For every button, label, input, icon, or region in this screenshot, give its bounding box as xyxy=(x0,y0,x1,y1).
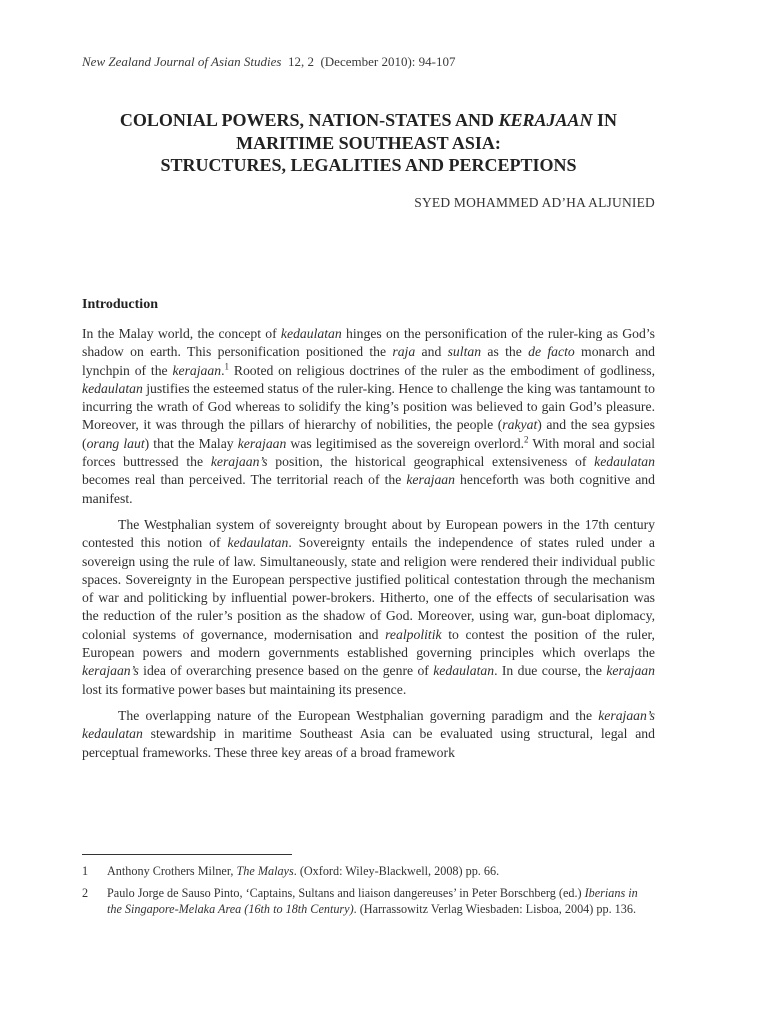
footnote-ref-1[interactable]: 1 xyxy=(224,361,230,372)
title-line-3: STRUCTURES, LEGALITIES AND PERCEPTIONS xyxy=(160,155,577,175)
title-line-2: MARITIME SOUTHEAST ASIA: xyxy=(236,132,501,153)
section-heading-introduction: Introduction xyxy=(82,297,158,312)
body-paragraph-3: The overlapping nature of the European Westphalian governing paradigm and the kerajaan’s kedaulatan stewardship in maritime Southeast Asia can be evaluated using structural, legal and perceptual frameworks. These three key areas of a broad framework xyxy=(82,707,655,760)
journal-name: New Zealand Journal of Asian Studies xyxy=(82,54,282,69)
body-paragraph-1: In the Malay world, the concept of kedaulatan hinges on the personification of the ruler-king as God’s shadow on earth. This personification positioned the raja and sultan as the de facto monarch and lynchpin of the kerajaan.$^1$ Rooted on religious doctrines of the ruler as the embodiment of godliness, kedaulatan justifies the esteemed status of the ruler-king. Hence to challenge the king was tantamount to incurring the wrath of God whereas to solidify the king’s position was believed to gain God’s pleasure. Moreover, it was through the pillars of hierarchy of nobilities, the people (rakyat) and the sea gypsies (orang laut) that the Malay kerajaan was legitimised as the sovereign overlord.$^2$ With moral and social forces buttressed the kerajaan’s position, the historical geographical extensiveness of kedaulatan becomes real than perceived. The territorial reach of the kerajaan henceforth was both cognitive and manifest. xyxy=(82,326,656,506)
journal-date-pages: (December 2010): 94-107 xyxy=(320,54,456,69)
footnote-1: 1 Anthony Crothers Milner, The Malays. (Oxford: Wiley-Blackwell, 2008) pp. 66. xyxy=(82,864,500,878)
author-name: SYED MOHAMMED AD’HA ALJUNIED xyxy=(414,195,655,210)
title-line-1: COLONIAL POWERS, NATION-STATES AND KERAJAAN IN xyxy=(119,110,618,130)
footnote-number: 2 xyxy=(82,886,89,900)
article-title xyxy=(82,109,655,177)
footnote-divider xyxy=(82,854,292,855)
body-paragraph-2: The Westphalian system of sovereignty brought about by European powers in the 17th century contested this notion of kedaulatan. Sovereignty entails the independence of states ruled under a sovereign using the rule of law. Simultaneously, state and religion were rendered their individual public spaces. Sovereignty in the European perspective justified political contestation through the mechanism of war and politicking by influential power-brokers. Hitherto, one of the effects of secularisation was the reduction of the ruler’s position as the shadow of God. Moreover, using war, gun-boat diplomacy, colonial systems of governance, modernisation and realpolitik to contest the position of the ruler, European powers and modern governments established governing principles which overlaps the kerajaan’s idea of overarching presence based on the genre of kedaulatan. In due course, the kerajaan lost its formative power bases but maintaining its presence. xyxy=(82,516,655,697)
footnote-ref-2[interactable]: 2 xyxy=(524,434,529,445)
article-body xyxy=(82,325,655,770)
footnotes xyxy=(82,863,655,923)
journal-volume-issue: 12, 2 xyxy=(287,54,314,69)
journal-citation-header xyxy=(82,54,455,70)
footnote-2: 2 Paulo Jorge de Sauso Pinto, ‘Captains, Sultans and liaison dangereuses’ in Peter Borschberg (ed.) Iberians in the Singapore-Melaka Area (16th to 18th Century). (Harrassowitz Verlag Wiesbaden: Lisboa, 2004) pp. 136. xyxy=(82,886,638,916)
footnote-number: 1 xyxy=(82,864,89,878)
